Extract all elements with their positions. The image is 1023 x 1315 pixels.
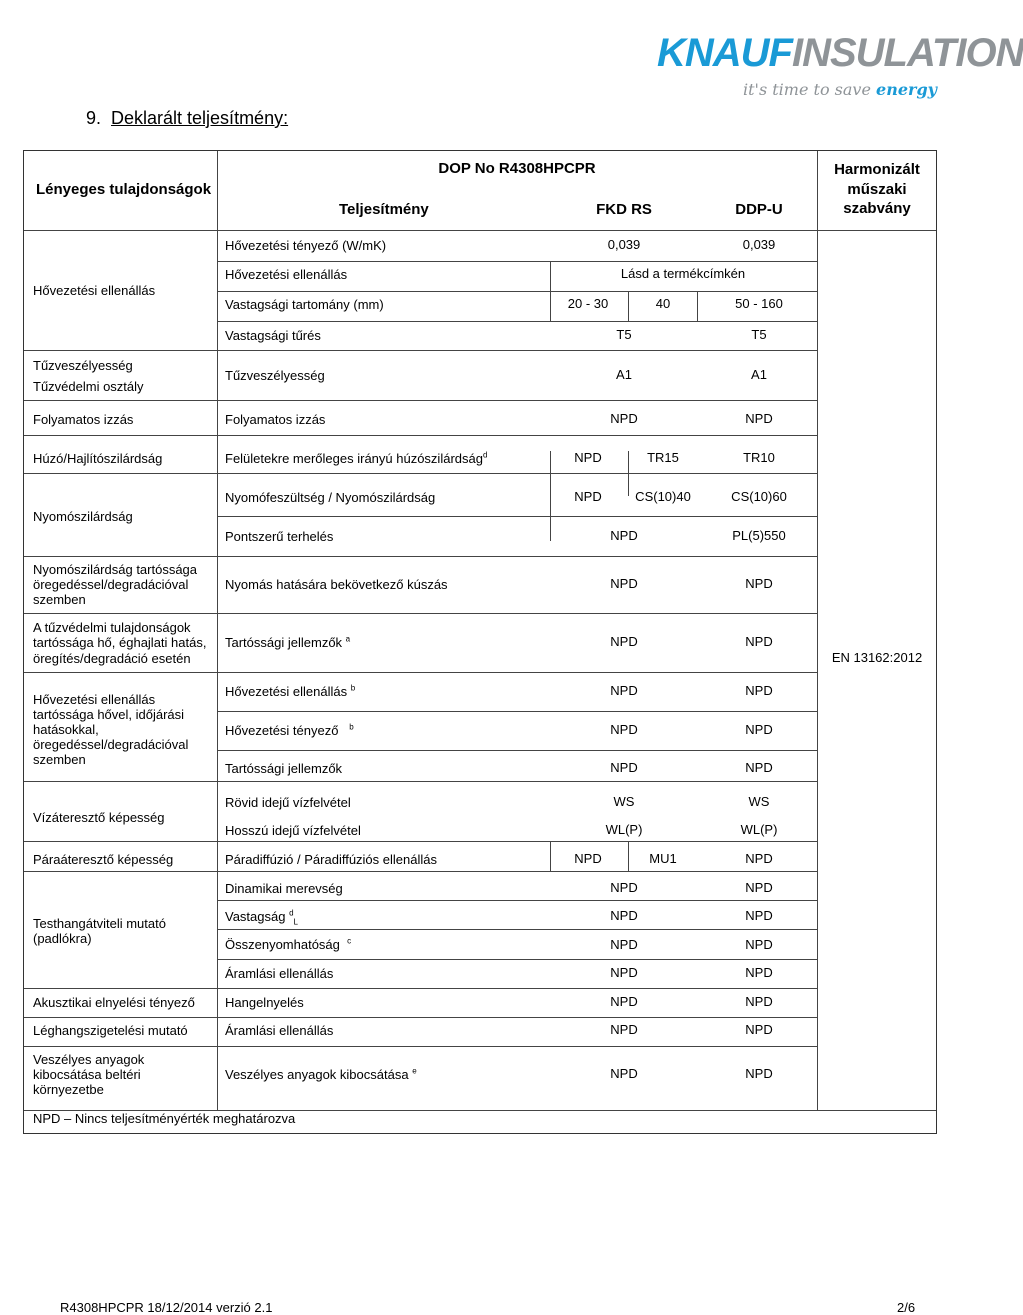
cell-value: 50 - 160 xyxy=(735,296,783,311)
essential-impact-sound-2: (padlókra) xyxy=(33,931,92,946)
essential-fire-durability-2: tartóssága hő, éghajlati hatás, xyxy=(33,635,207,650)
essential-glowing-combustion: Folyamatos izzás xyxy=(33,412,134,427)
cell-value: NPD xyxy=(610,908,638,923)
row-long-term-water-absorption: Hosszú idejű vízfelvétel xyxy=(225,823,361,838)
cell-value: TR15 xyxy=(647,450,679,465)
essential-fire-durability-3: öregítés/degradáció esetén xyxy=(33,651,191,666)
cell-value: NPD xyxy=(610,576,638,591)
cell-value: MU1 xyxy=(649,851,677,866)
row-thermal-conductivity-durability: Hővezetési tényező $^b$ xyxy=(225,722,354,738)
cell-value: NPD xyxy=(610,1066,638,1081)
cell-value: NPD xyxy=(745,683,773,698)
essential-compressive-durability-3: szemben xyxy=(33,592,86,607)
row-sound-absorption: Hangelnyelés xyxy=(225,995,304,1010)
cell-value: A1 xyxy=(616,367,632,382)
cell-value: NPD xyxy=(610,1022,638,1037)
row-dangerous-substances: Veszélyes anyagok kibocsátása $^e$ xyxy=(225,1066,417,1082)
row-thickness-range: Vastagsági tartomány (mm) xyxy=(225,297,384,312)
row-compressive-creep: Nyomás hatására bekövetkező kúszás xyxy=(225,577,448,592)
cell-value: NPD xyxy=(610,722,638,737)
section-heading: 9. Deklarált teljesítmény: xyxy=(86,108,289,128)
cell-value: NPD xyxy=(745,1066,773,1081)
cell-value: NPD xyxy=(610,880,638,895)
cell-value: TR10 xyxy=(743,450,775,465)
cell-value: CS(10)40 xyxy=(635,489,691,504)
header-performance: Teljesítmény xyxy=(339,201,429,218)
essential-fire-class: Tűzvédelmi osztály xyxy=(33,379,144,394)
cell-value-span: Lásd a termékcímkén xyxy=(620,266,746,281)
essential-dangerous-substances-1: Veszélyes anyagok xyxy=(33,1052,145,1067)
row-durability-characteristics: Tartóssági jellemzők $^a$ xyxy=(225,634,351,650)
cell-value: NPD xyxy=(610,683,638,698)
row-durability-characteristics-2: Tartóssági jellemzők xyxy=(225,761,343,776)
row-vapour-diffusion: Páradiffúzió / Páradiffúziós ellenállás xyxy=(225,852,437,867)
row-compressive-stress: Nyomófeszültség / Nyomószilárdság xyxy=(225,490,436,505)
cell-value: 0,039 xyxy=(742,237,776,252)
essential-reaction-to-fire: Tűzveszélyesség xyxy=(33,358,133,373)
row-thermal-resistance: Hővezetési ellenállás xyxy=(225,267,348,282)
cell-value: NPD xyxy=(745,722,773,737)
cell-value: NPD xyxy=(610,937,638,952)
row-thermal-conductivity: Hővezetési tényező (W/mK) xyxy=(225,238,387,253)
cell-value: NPD xyxy=(610,760,638,775)
npd-note: NPD – Nincs teljesítményérték meghatározva xyxy=(33,1111,296,1126)
essential-thermal-durability-4: öregedéssel/degradációval xyxy=(33,737,189,752)
cell-value: 40 xyxy=(655,296,671,311)
row-thickness-dl: Vastagság $^d_L$ xyxy=(225,908,298,927)
row-airflow-resistivity: Áramlási ellenállás xyxy=(225,966,334,981)
footer-reference: R4308HPCPR 18/12/2014 verzió 2.1 xyxy=(60,1300,273,1315)
row-tensile-strength: Felületekre merőleges irányú húzószilárdság$^d$ xyxy=(225,450,488,466)
cell-value: A1 xyxy=(751,367,767,382)
essential-fire-durability-1: A tűzvédelmi tulajdonságok xyxy=(33,620,191,635)
essential-thermal-durability-5: szemben xyxy=(33,752,86,767)
essential-thermal-durability-1: Hővezetési ellenállás xyxy=(33,692,156,707)
cell-value: NPD xyxy=(745,760,773,775)
cell-value: 0,039 xyxy=(607,237,641,252)
cell-value: NPD xyxy=(745,965,773,980)
header-standard-2: műszaki xyxy=(847,181,907,198)
essential-water-permeability: Vízáteresztő képesség xyxy=(33,810,165,825)
essential-vapour-permeability: Páraáteresztő képesség xyxy=(33,852,174,867)
row-thickness-tolerance: Vastagsági tűrés xyxy=(225,328,321,343)
knauf-insulation-logo: KNAUFINSULATION it's time to save energy xyxy=(657,31,1023,99)
header-essential-characteristics: Lényeges tulajdonságok xyxy=(36,181,212,198)
cell-value: WL(P) xyxy=(605,822,643,837)
row-airflow-resistivity-2: Áramlási ellenállás xyxy=(225,1023,334,1038)
essential-sound-absorption: Akusztikai elnyelési tényező xyxy=(33,995,195,1010)
essential-compressive-durability-2: öregedéssel/degradációval xyxy=(33,577,189,592)
row-compressibility: Összenyomhatóság $^c$ xyxy=(225,936,352,952)
cell-value: NPD xyxy=(745,937,773,952)
cell-value: 20 - 30 xyxy=(567,296,609,311)
cell-value: WS xyxy=(613,794,635,809)
cell-value: NPD xyxy=(745,1022,773,1037)
header-standard-3: szabvány xyxy=(843,200,911,217)
cell-value: NPD xyxy=(610,411,638,426)
cell-value: NPD xyxy=(745,908,773,923)
essential-thermal-resistance: Hővezetési ellenállás xyxy=(33,283,156,298)
row-dynamic-stiffness: Dinamikai merevség xyxy=(225,881,343,896)
essential-dangerous-substances-2: kibocsátása beltéri xyxy=(33,1067,141,1082)
cell-value: NPD xyxy=(745,576,773,591)
essential-airborne-sound: Léghangszigetelési mutató xyxy=(33,1023,188,1038)
cell-value: NPD xyxy=(574,851,602,866)
cell-value: NPD xyxy=(610,634,638,649)
row-point-load: Pontszerű terhelés xyxy=(225,529,334,544)
essential-impact-sound-1: Testhangátviteli mutató xyxy=(33,916,166,931)
cell-value: NPD xyxy=(745,994,773,1009)
essential-compressive-durability-1: Nyomószilárdság tartóssága xyxy=(33,562,198,577)
cell-value: NPD xyxy=(610,965,638,980)
header-ddp-u: DDP-U xyxy=(735,201,783,218)
row-reaction-to-fire: Tűzveszélyesség xyxy=(225,368,325,383)
essential-thermal-durability-3: hatásokkal, xyxy=(33,722,99,737)
harmonised-standard: EN 13162:2012 xyxy=(831,650,923,665)
essential-dangerous-substances-3: környezetbe xyxy=(33,1082,104,1097)
cell-value: NPD xyxy=(610,994,638,1009)
row-glowing-combustion: Folyamatos izzás xyxy=(225,412,326,427)
essential-compressive-strength: Nyomószilárdság xyxy=(33,509,133,524)
cell-value: NPD xyxy=(745,880,773,895)
cell-value: NPD xyxy=(574,450,602,465)
essential-thermal-durability-2: tartóssága hővel, időjárási xyxy=(33,707,185,722)
cell-value: WS xyxy=(748,794,770,809)
footer-page-number: 2/6 xyxy=(897,1300,916,1315)
essential-tensile-strength: Húzó/Hajlítószilárdság xyxy=(33,451,163,466)
header-dop-number: DOP No R4308HPCPR xyxy=(438,160,596,177)
header-fkd-rs: FKD RS xyxy=(596,201,652,218)
cell-value: PL(5)550 xyxy=(732,528,786,543)
header-standard-1: Harmonizált xyxy=(834,161,920,178)
row-short-term-water-absorption: Rövid idejű vízfelvétel xyxy=(225,795,351,810)
cell-value: CS(10)60 xyxy=(731,489,787,504)
cell-value: NPD xyxy=(745,411,773,426)
cell-value: NPD xyxy=(745,851,773,866)
cell-value: T5 xyxy=(751,327,767,342)
cell-value: NPD xyxy=(574,489,602,504)
cell-value: WL(P) xyxy=(740,822,778,837)
row-thermal-resistance-durability: Hővezetési ellenállás $^b$ xyxy=(225,683,356,699)
cell-value: NPD xyxy=(745,634,773,649)
cell-value: NPD xyxy=(610,528,638,543)
cell-value: T5 xyxy=(616,327,632,342)
